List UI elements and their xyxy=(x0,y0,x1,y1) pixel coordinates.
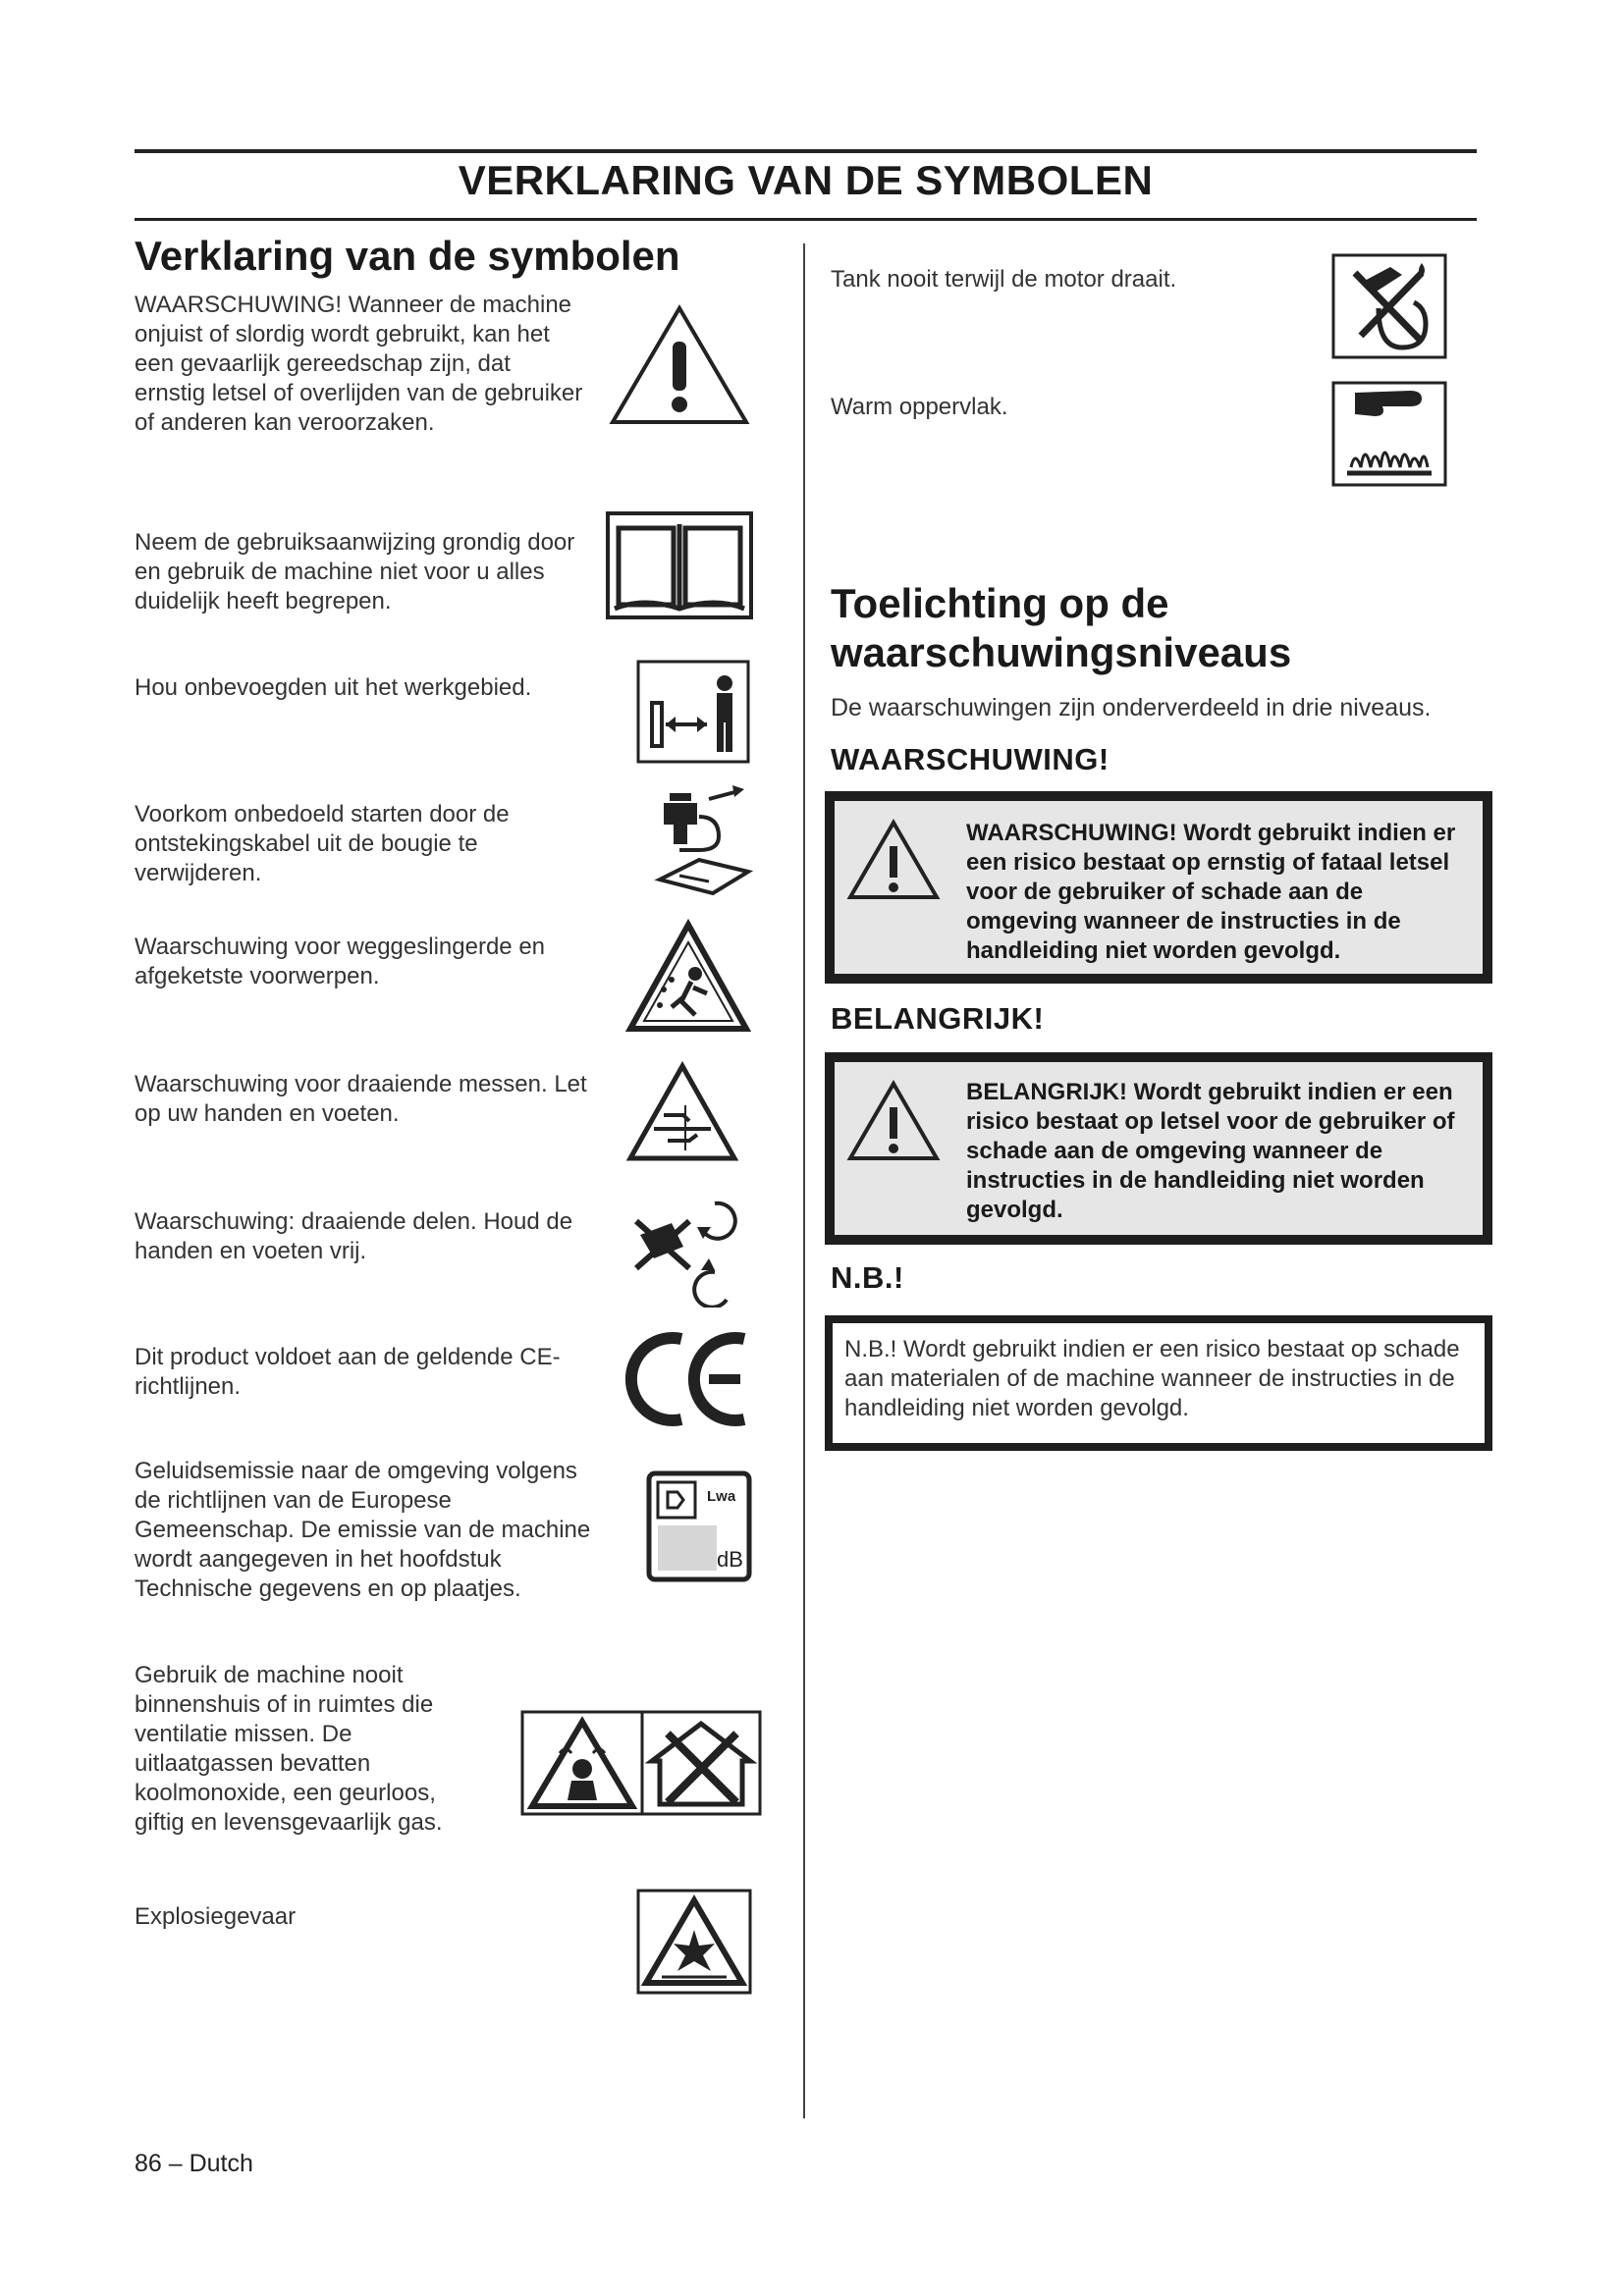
important-box-text: BELANGRIJK! Wordt gebruikt indien er een risico bestaat op letsel voor de gebruiker of schade aan de omgeving wanneer de instructies in de handleiding niet worden gevolgd. xyxy=(966,1079,1455,1223)
note-level-box xyxy=(825,1315,1492,1451)
note-box-text: N.B.! Wordt gebruikt indien er een risico bestaat op schade aan materialen of de machine wanneer de instructies in de handleiding niet worden gevolgd. xyxy=(844,1336,1460,1421)
symbol-text-thrown-objects: Waarschuwing voor weggeslingerde en afgeketste voorwerpen. xyxy=(135,934,546,989)
carbon-monoxide-icon xyxy=(520,1710,762,1816)
level-title-warning: WAARSCHUWING! xyxy=(831,742,1110,776)
symbol-text-hot-surface: Warm oppervlak. xyxy=(831,394,1008,420)
rotating-blades-icon xyxy=(624,1060,740,1166)
spark-plug-icon xyxy=(650,781,758,899)
levels-intro: De waarschuwingen zijn onderverdeeld in drie niveaus. xyxy=(831,694,1432,721)
symbol-text-carbon-monoxide: Gebruik de machine nooit binnenshuis of in ruimtes die ventilatie missen. De uitlaatgassen bevatten koolmonoxide, een geurloos, giftig en levensgevaarlijk gas. xyxy=(135,1662,443,1836)
symbols-heading: Verklaring van de symbolen xyxy=(135,233,680,279)
symbol-text-no-refuel: Tank nooit terwijl de motor draait. xyxy=(831,266,1177,293)
page-footer: 86 – Dutch xyxy=(135,2150,253,2177)
symbol-text-explosion: Explosiegevaar xyxy=(135,1903,297,1930)
open-book-icon xyxy=(605,510,754,620)
rotating-parts-icon xyxy=(632,1188,748,1308)
symbol-text-manual: Neem de gebruiksaanwijzing grondig door en gebruik de machine niet voor u alles duidelijk heeft begrepen. xyxy=(135,529,575,614)
level-title-note: N.B.! xyxy=(831,1260,904,1295)
important-level-box xyxy=(825,1052,1492,1245)
levels-heading: Toelichting op de waarschuwingsniveaus xyxy=(831,580,1292,675)
no-refuel-icon xyxy=(1331,253,1447,359)
keep-distance-icon xyxy=(636,660,750,764)
symbol-text-keep-distance: Hou onbevoegden uit het werkgebied. xyxy=(135,674,532,701)
warning-level-box xyxy=(825,791,1492,984)
symbol-text-spark-plug: Voorkom onbedoeld starten door de ontstekingskabel uit de bougie te verwijderen. xyxy=(135,801,510,886)
symbol-text-rotating-blades: Waarschuwing voor draaiende messen. Let op uw handen en voeten. xyxy=(135,1071,587,1127)
title-rule-bottom xyxy=(135,218,1477,221)
hot-surface-icon xyxy=(1331,381,1447,487)
title-rule-top xyxy=(135,149,1477,153)
symbol-text-ce: Dit product voldoet aan de geldende CE-richtlijnen. xyxy=(135,1344,561,1400)
noise-label-icon xyxy=(646,1470,752,1582)
column-divider xyxy=(803,243,805,2118)
symbol-text-noise: Geluidsemissie naar de omgeving volgens de richtlijnen van de Europese Gemeenschap. De emissie van de machine wordt aangegeven in het hoofdstuk Technische gegevens en op plaatjes. xyxy=(135,1458,591,1602)
ce-mark-icon xyxy=(624,1325,752,1433)
noise-label-db: dB xyxy=(717,1547,743,1572)
warning-triangle-icon xyxy=(607,302,752,428)
warning-box-icon xyxy=(844,817,943,908)
page-title: VERKLARING VAN DE SYMBOLEN xyxy=(458,157,1154,203)
noise-label-lwa: Lwa xyxy=(707,1488,736,1505)
explosion-icon xyxy=(636,1889,752,1995)
symbol-text-rotating-parts: Waarschuwing: draaiende delen. Houd de handen en voeten vrij. xyxy=(135,1208,573,1264)
warning-box-text: WAARSCHUWING! Wordt gebruikt indien er een risico bestaat op ernstig of fataal letsel voor de gebruiker of schade aan de omgeving wanneer de instructies in de handleiding niet worden gevolgd. xyxy=(966,820,1456,964)
important-box-icon xyxy=(844,1078,943,1169)
level-title-important: BELANGRIJK! xyxy=(831,1001,1045,1036)
symbol-text-warning: WAARSCHUWING! Wanneer de machine onjuist of slordig wordt gebruikt, kan het een gevaarlijk gereedschap zijn, dat ernstig letsel of overlijden van de gebruiker of anderen kan veroorzaken. xyxy=(135,292,583,436)
thrown-objects-icon xyxy=(624,919,752,1037)
